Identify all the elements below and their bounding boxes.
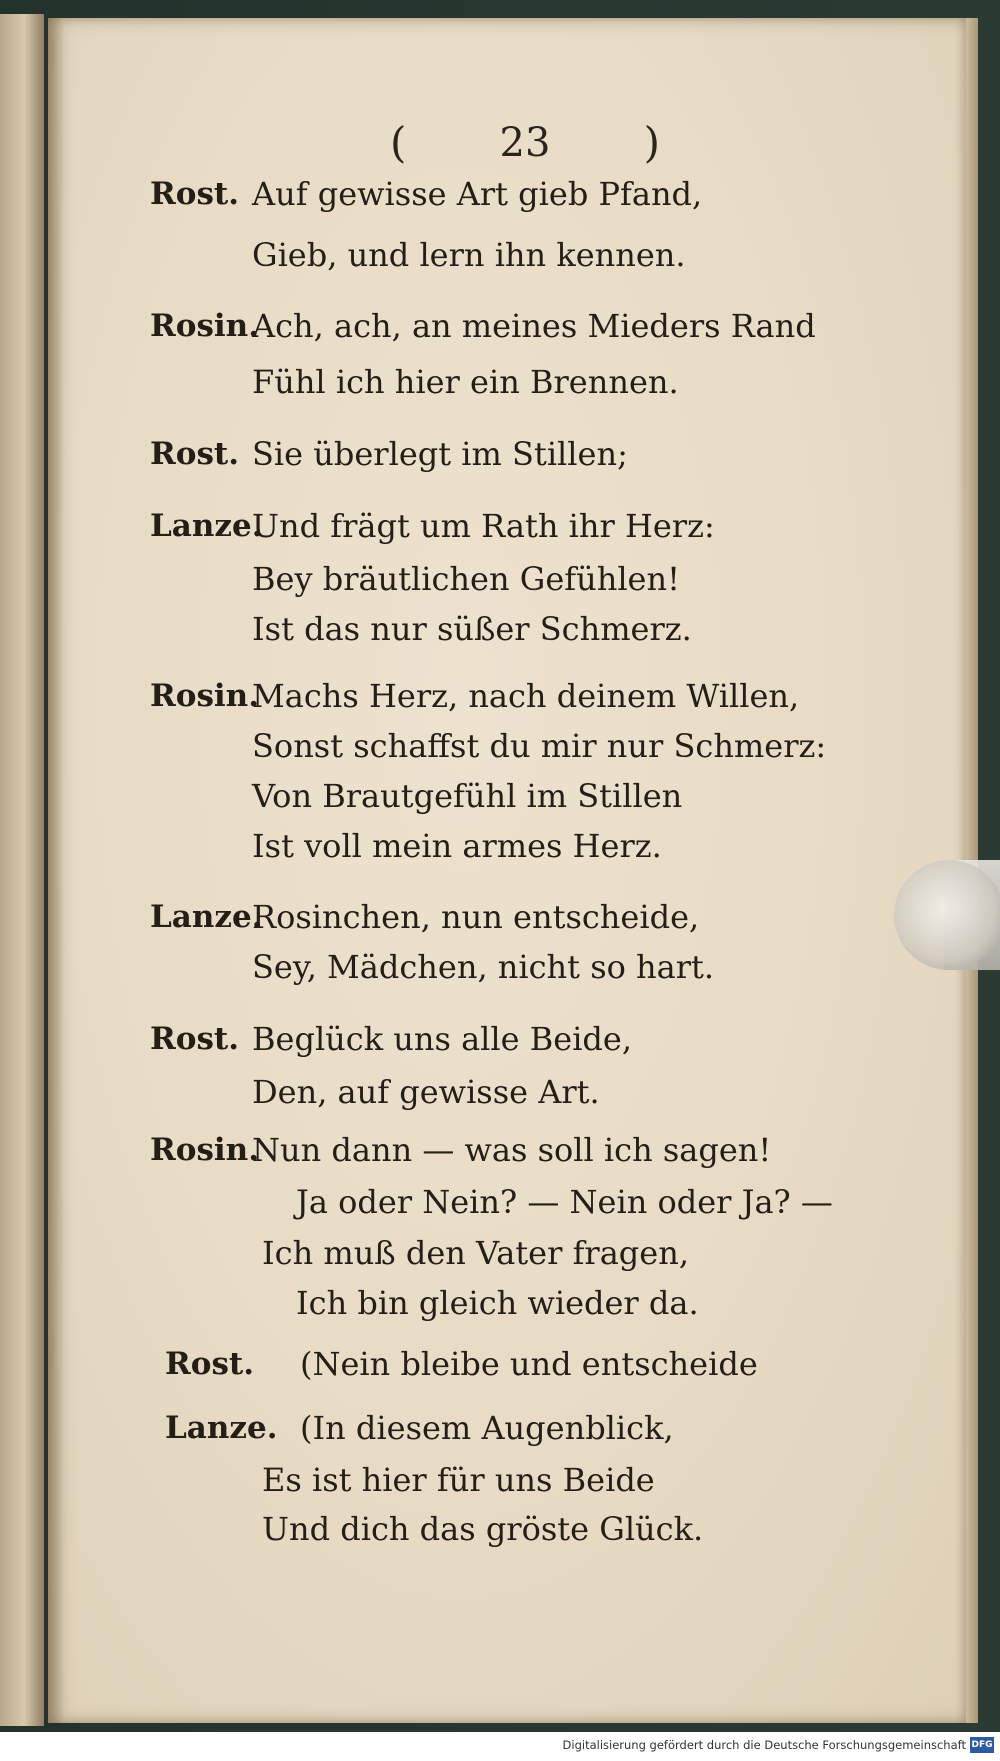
verse-line: Es ist hier für uns Beide	[262, 1461, 655, 1499]
verse-line: Gieb, und lern ihn kennen.	[252, 236, 686, 274]
speaker-label: Lanze.	[165, 1410, 278, 1446]
speaker-label: Lanze.	[150, 899, 263, 935]
page-number-close-paren: )	[643, 118, 660, 167]
verse-line: Fühl ich hier ein Brennen.	[252, 363, 679, 401]
verse-line: Ach, ach, an meines Mieders Rand	[252, 307, 816, 345]
left-page-edge	[0, 14, 44, 1726]
verse-line: Sonst schaffst du mir nur Schmerz:	[252, 727, 827, 765]
verse-line: Bey bräutlichen Gefühlen!	[252, 560, 680, 598]
page-number-value: 23	[499, 119, 551, 166]
verse-line: Auf gewisse Art gieb Pfand,	[252, 175, 703, 213]
speaker-label: Rosin.	[150, 678, 259, 714]
verse-line: Ist voll mein armes Herz.	[252, 827, 662, 865]
verse-line: Ist das nur süßer Schmerz.	[252, 610, 692, 648]
verse-line: Ich bin gleich wieder da.	[296, 1284, 699, 1322]
verse-line: (In diesem Augenblick,	[300, 1409, 674, 1447]
verse-line: (Nein bleibe und entscheide	[300, 1345, 758, 1383]
speaker-label: Lanze.	[150, 508, 263, 544]
verse-line: Ich muß den Vater fragen,	[262, 1234, 689, 1272]
dfg-logo: DFG	[970, 1737, 994, 1753]
verse-line: Und dich das gröste Glück.	[262, 1510, 704, 1548]
page-clip	[894, 860, 1000, 970]
verse-line: Nun dann — was soll ich sagen!	[252, 1131, 772, 1169]
verse-line: Machs Herz, nach deinem Willen,	[252, 677, 800, 715]
verse-line: Sey, Mädchen, nicht so hart.	[252, 948, 715, 986]
speaker-label: Rost.	[150, 436, 240, 472]
page-number-open-paren: (	[390, 118, 407, 167]
speaker-label: Rosin.	[150, 308, 259, 344]
verse-line: Und frägt um Rath ihr Herz:	[252, 507, 715, 545]
verse-line: Den, auf gewisse Art.	[252, 1073, 600, 1111]
verse-line: Ja oder Nein? — Nein oder Ja? —	[296, 1183, 833, 1221]
speaker-label: Rosin.	[150, 1132, 259, 1168]
speaker-label: Rost.	[150, 176, 240, 212]
page-number	[390, 118, 660, 167]
verse-line: Sie überlegt im Stillen;	[252, 435, 628, 473]
verse-line: Rosinchen, nun entscheide,	[252, 898, 700, 936]
speaker-label: Rost.	[165, 1346, 255, 1382]
speaker-label: Rost.	[150, 1021, 240, 1057]
funding-notice: Digitalisierung gefördert durch die Deutsche Forschungsgemeinschaft	[562, 1738, 966, 1752]
digitization-footer	[0, 1732, 1000, 1761]
verse-line: Beglück uns alle Beide,	[252, 1020, 633, 1058]
verse-line: Von Brautgefühl im Stillen	[252, 777, 683, 815]
